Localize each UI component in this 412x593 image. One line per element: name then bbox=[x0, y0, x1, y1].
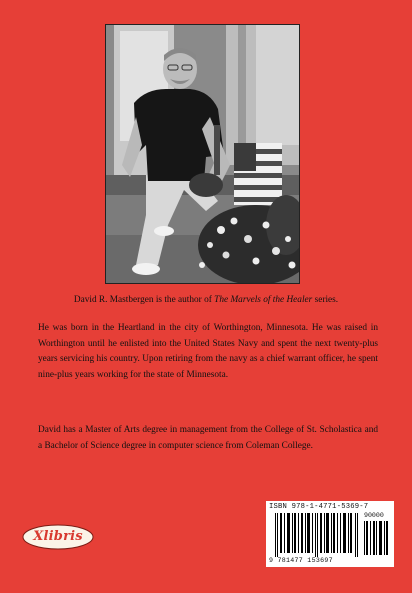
logo-text: Xlibris bbox=[33, 529, 83, 544]
caption-prefix: David R. Mastbergen is the author of bbox=[73, 295, 215, 305]
addon-price-code: 90000 bbox=[364, 512, 384, 519]
caption-suffix: series. bbox=[312, 295, 339, 305]
author-photo-image bbox=[106, 25, 299, 283]
series-title: The Marvels of the Healer bbox=[214, 295, 313, 305]
publisher-logo bbox=[22, 524, 94, 550]
isbn-label: ISBN 978-1-4771-5369-7 bbox=[269, 503, 369, 511]
bio-paragraph-2: David has a Master of Arts degree in management from the College of St. Scholastica and a Bachelor of Science degree in computer science from Coleman College. bbox=[38, 425, 378, 451]
bio-paragraph-1: He was born in the Heartland in the city of Worthington, Minnesota. He was raised in Worthington until he enlisted into the United States Navy and spent the next twenty-plus years servicing his country. Upon retiring from the navy as a chief warrant officer, he spent nine-plus years working for the state of Minnesota. bbox=[38, 323, 378, 380]
ean-digits: 9 781477 153697 bbox=[269, 557, 333, 564]
author-caption bbox=[30, 294, 382, 306]
isbn-barcode bbox=[266, 501, 394, 567]
author-photo bbox=[105, 24, 300, 284]
ean-bars-icon bbox=[271, 513, 361, 557]
